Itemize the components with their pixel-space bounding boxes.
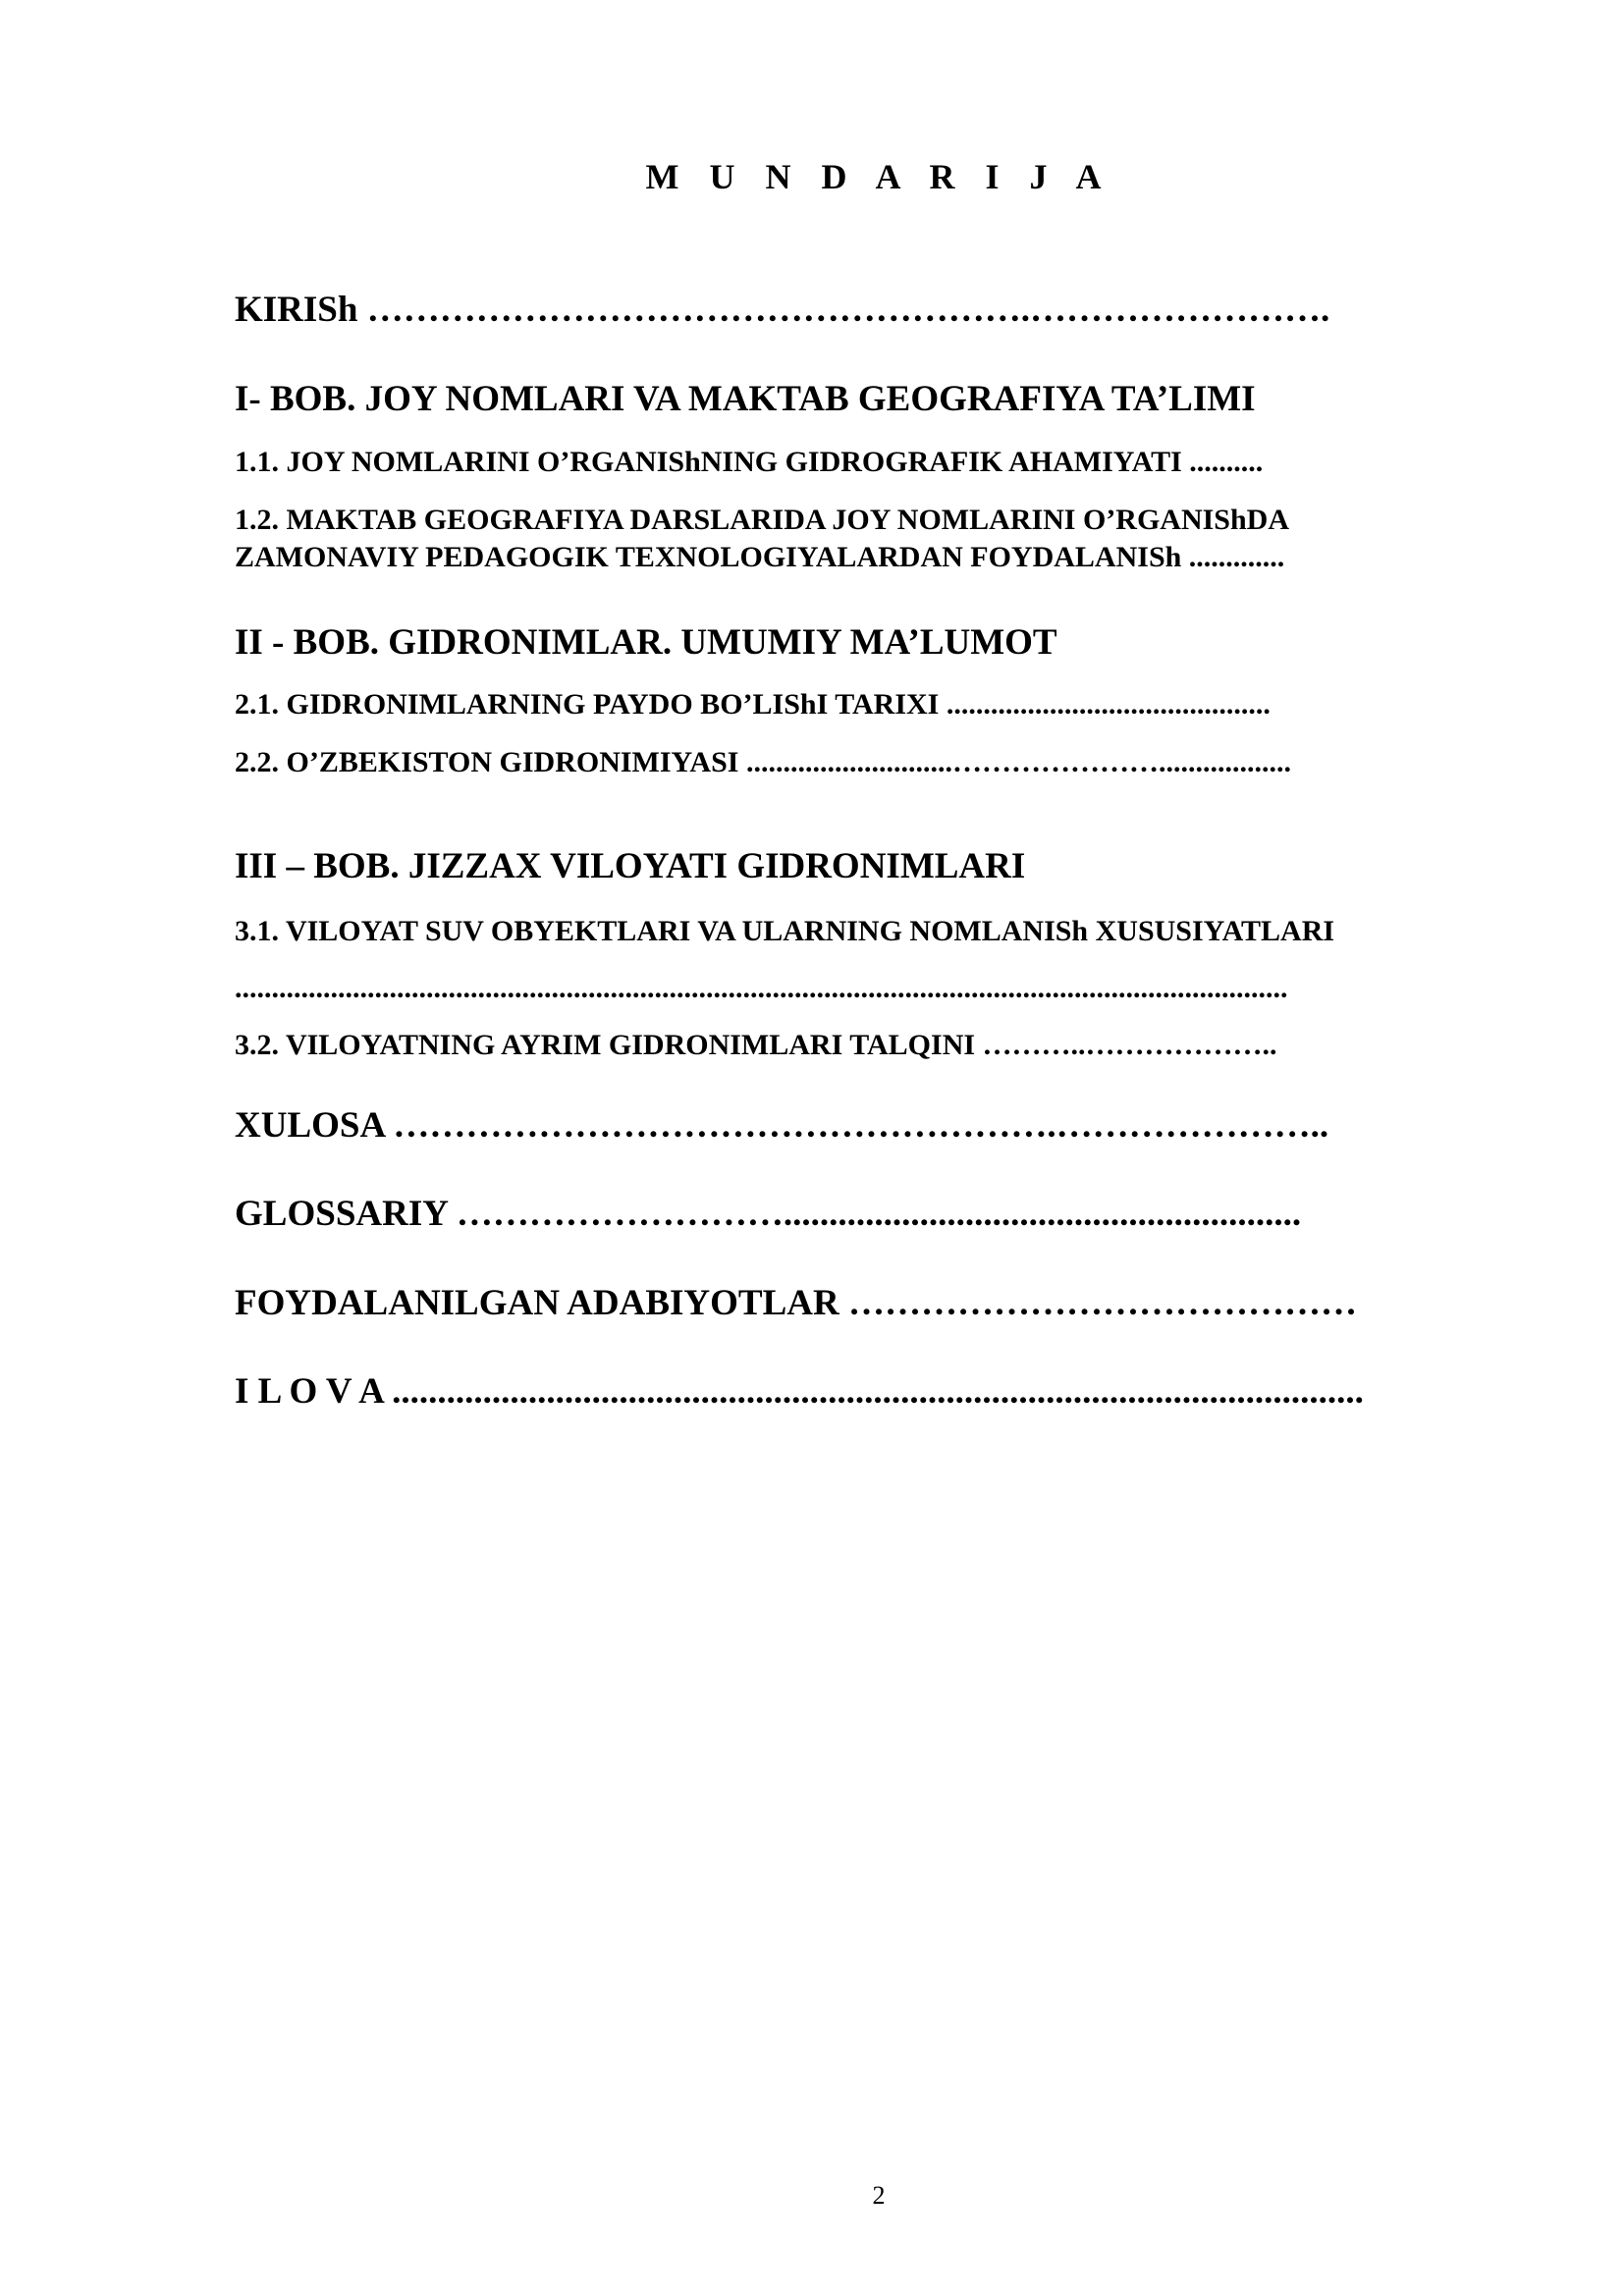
toc-entry-ilova: I L O V A ........................................................................................................... [235, 1371, 1364, 1412]
toc-chapter-3: III – BOB. JIZZAX VILOYATI GIDRONIMLARI [235, 846, 1026, 886]
toc-chapter-1: I- BOB. JOY NOMLARI VA MAKTAB GEOGRAFIYA TA’LIMI [235, 379, 1256, 419]
toc-subsection-1-2-line-2: ZAMONAVIY PEDAGOGIK TEXNOLOGIYALARDAN FOYDALANISh ............. [235, 541, 1285, 573]
toc-chapter-2: II - BOB. GIDRONIMLAR. UMUMIY MA’LUMOT [235, 622, 1057, 663]
toc-subsection-2-2: 2.2. O’ZBEKISTON GIDRONIMIYASI ............................………………….................. [235, 746, 1291, 778]
page-title: M U N D A R I J A [645, 157, 1112, 196]
toc-entry-kirish: KIRISh ……………………………………………….……………………. [235, 290, 1330, 330]
toc-subsection-3-1-leader: ............................................................................................................................................... [235, 972, 1288, 1004]
toc-entry-adabiyotlar: FOYDALANILGAN ADABIYOTLAR …………………………………… [235, 1283, 1357, 1323]
toc-subsection-3-1: 3.1. VILOYAT SUV OBYEKTLARI VA ULARNING NOMLANISh XUSUSIYATLARI [235, 915, 1335, 947]
toc-entry-glossariy: GLOSSARIY ………………………......................................................... [235, 1194, 1302, 1234]
page-number: 2 [872, 2181, 886, 2210]
toc-entry-xulosa: XULOSA ……………………………………………….………………….. [235, 1105, 1329, 1146]
toc-subsection-3-2: 3.2. VILOYATNING AYRIM GIDRONIMLARI TALQINI ………..……………….. [235, 1029, 1277, 1061]
toc-subsection-1-1: 1.1. JOY NOMLARINI O’RGANIShNING GIDROGRAFIK AHAMIYATI .......... [235, 446, 1264, 478]
toc-subsection-1-2-line-1: 1.2. MAKTAB GEOGRAFIYA DARSLARIDA JOY NOMLARINI O’RGANIShDA [235, 504, 1289, 536]
toc-subsection-2-1: 2.1. GIDRONIMLARNING PAYDO BO’LIShI TARIXI ............................................ [235, 688, 1271, 721]
